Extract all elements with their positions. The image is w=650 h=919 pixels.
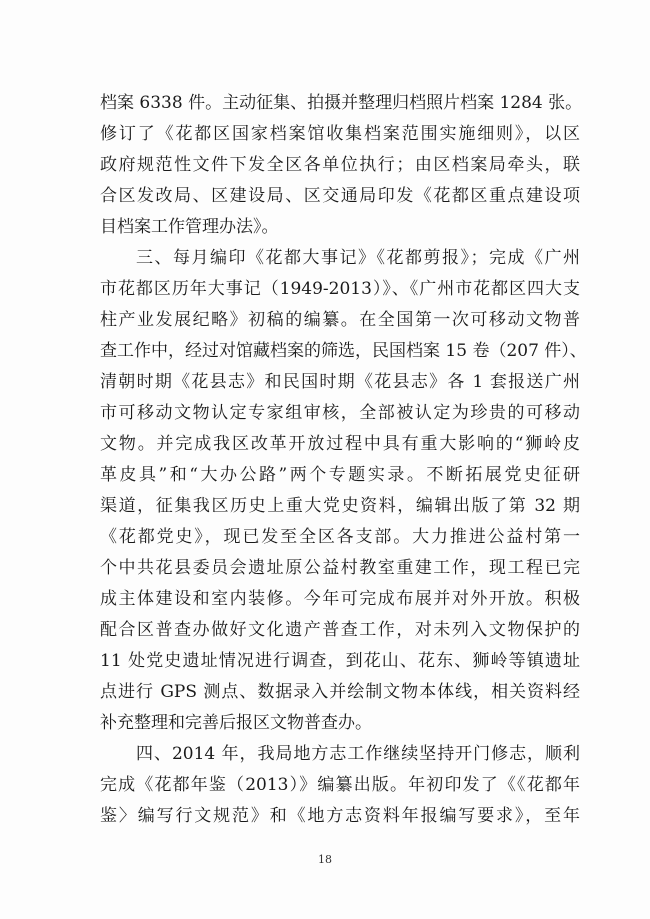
paragraph-start-line: 三、每月编印《花都大事记》《花都剪报》；完成《广州 [136,248,580,268]
text-line: 查工作中，经过对馆藏档案的筛选，民国档案 15 卷（207 件）、 [100,341,587,361]
text-line: 完成《花都年鉴（2013）》编纂出版。年初印发了《《花都年 [100,775,580,795]
text-line: 柱产业发展纪略》初稿的编纂。在全国第一次可移动文物普 [100,310,580,330]
text-line: 修订了《花都区国家档案馆收集档案范围实施细则》，以区 [100,124,580,144]
paragraph-end-line: 目档案工作管理办法》。 [100,217,279,237]
text-line: 成主体建设和室内装修。今年可完成布展并对外开放。积极 [100,589,580,609]
text-line: 清朝时期《花县志》和民国时期《花县志》各 1 套报送广州 [100,372,580,392]
page-number: 18 [318,853,332,866]
text-line: 点进行 GPS 测点、数据录入并绘制文物本体线，相关资料经 [100,682,580,702]
text-line: 市花都区历年大事记（1949-2013）》、《广州市花都区四大支 [100,279,580,299]
text-line: 档案 6338 件。主动征集、拍摄并整理归档照片档案 1284 张。 [100,93,583,113]
text-line: 《花都党史》，现已发至全区各支部。大力推进公益村第一 [100,527,580,547]
text-line: 政府规范性文件下发全区各单位执行；由区档案局牵头，联 [100,155,580,175]
text-line: 合区发改局、区建设局、区交通局印发《花都区重点建设项 [100,186,580,206]
text-line: 鉴〉编写行文规范》和《地方志资料年报编写要求》，至年 [100,806,580,826]
paragraph-start-line: 四、2014 年，我局地方志工作继续坚持开门修志，顺利 [136,744,580,764]
text-line: 革皮具”和“大办公路”两个专题实录。不断拓展党史征研 [100,465,580,485]
text-line: 配合区普查办做好文化遗产普查工作，对未列入文物保护的 [100,620,580,640]
text-line: 11 处党史遗址情况进行调查，到花山、花东、狮岭等镇遗址 [100,651,580,671]
text-line: 文物。并完成我区改革开放过程中具有重大影响的“狮岭皮 [100,434,580,454]
body-text [100,88,587,832]
paragraph-end-line: 补充整理和完善后报区文物普查办。 [100,713,372,733]
text-line: 市可移动文物认定专家组审核，全部被认定为珍贵的可移动 [100,403,580,423]
text-line: 渠道，征集我区历史上重大党史资料，编辑出版了第 32 期 [100,496,580,516]
text-line: 个中共花县委员会遗址原公益村教室重建工作，现工程已完 [100,558,580,578]
